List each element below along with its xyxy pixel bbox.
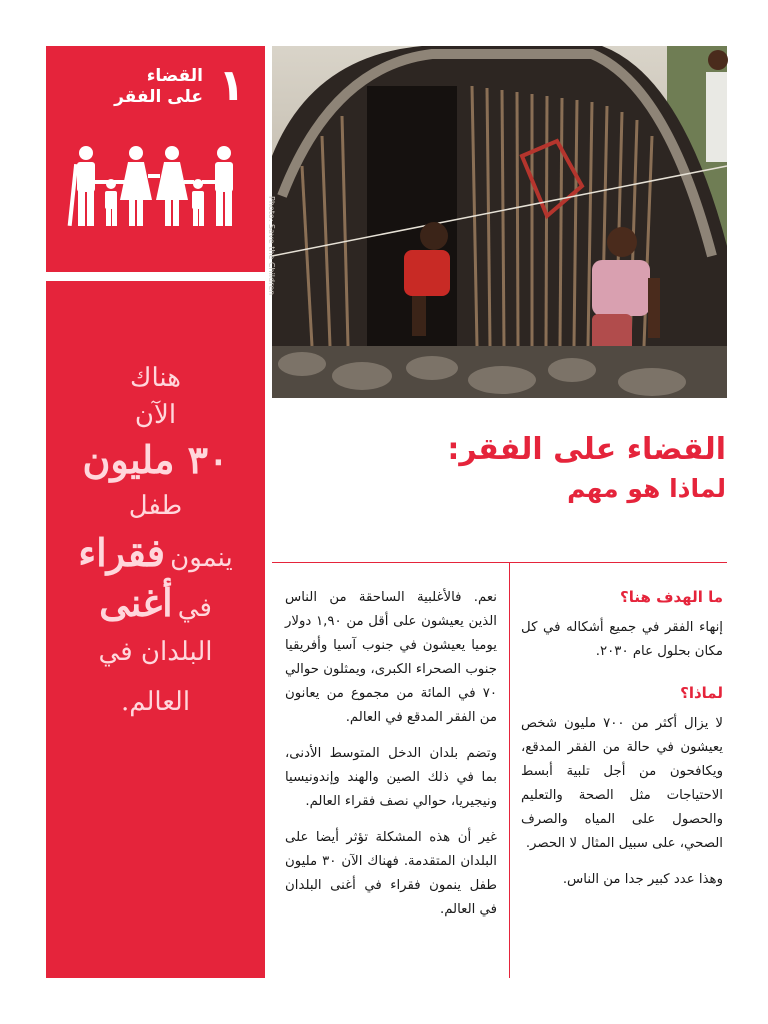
stat-line-3: ٣٠ مليون <box>82 437 229 483</box>
goal-title <box>114 66 203 109</box>
horizontal-divider <box>272 562 727 563</box>
why-text: لا يزال أكثر من ٧٠٠ مليون شخص يعيشون في حالة من الفقر المدقع، ويكافحون من أجل تلبية أبسط الاحتياجات مثل الصحة والتعليم والحصول على المياه والصرف الصحي، على سبيل المثال لا الحصر. <box>521 716 723 851</box>
hut-photo <box>267 46 727 398</box>
left-column <box>285 586 497 934</box>
goal-answer-text: إنهاء الفقر في جميع أشكاله في كل مكان بحلول عام ٢٠٣٠. <box>521 620 723 659</box>
family-icon <box>68 144 244 228</box>
photo-credit: Photo: Save the Children <box>267 196 276 296</box>
stat-line-4: طفل <box>128 490 183 521</box>
goal-question-heading: ما الهدف هنا؟ <box>620 588 723 606</box>
paragraph-1: نعم. فالأغلبية الساحقة من الناس الذين يعيشون على أقل من ١,٩٠ دولار يوميا يعيشون في جنوب آسيا وأفريقيا جنوب الصحراء الكبرى، ويمثلون حوالي ٧٠ في المائة من مجموع من يعانون من الفقر المدقع في العالم. <box>285 590 498 725</box>
why-heading: لماذا؟ <box>680 684 723 702</box>
paragraph-2: وتضم بلدان الدخل المتوسط الأدنى، بما في ذلك الصين والهند وإندونيسيا ونيجيريا، حوالي نصف فقراء العالم. <box>285 746 497 809</box>
stat-line-7: البلدان في <box>98 637 213 668</box>
stat-line-8: العالم. <box>120 686 191 717</box>
right-column <box>521 586 723 904</box>
stat-line-1: هناك <box>130 363 181 393</box>
stat-line-6 <box>46 580 265 626</box>
goal-title-line-1: القضاء <box>146 66 203 86</box>
closing-text: وهذا عدد كبير جدا من الناس. <box>562 872 723 887</box>
paragraph-3: غير أن هذه المشكلة تؤثر أيضا على البلدان المتقدمة. فهناك الآن ٣٠ مليون طفل ينمون فقراء في أغنى البلدان في العالم. <box>285 830 497 917</box>
stat-line-5 <box>46 530 265 576</box>
stat-line-5b: فقراء <box>78 530 166 576</box>
goal-number: ١ <box>218 60 245 111</box>
stat-line-6b: أغنى <box>99 579 173 625</box>
stat-line-5a: ينمون <box>170 543 233 574</box>
main-heading: القضاء على الفقر: <box>447 432 726 467</box>
vertical-divider <box>509 562 510 978</box>
goal-badge <box>46 46 265 272</box>
stat-line-6a: في <box>177 592 212 623</box>
stat-line-2: الآن <box>134 400 177 431</box>
sub-heading: لماذا هو مهم <box>567 474 726 503</box>
hut-photo-illustration <box>272 46 727 398</box>
goal-title-line-2: على الفقر <box>114 87 203 108</box>
stat-panel <box>46 281 265 978</box>
heading-block <box>282 430 726 506</box>
